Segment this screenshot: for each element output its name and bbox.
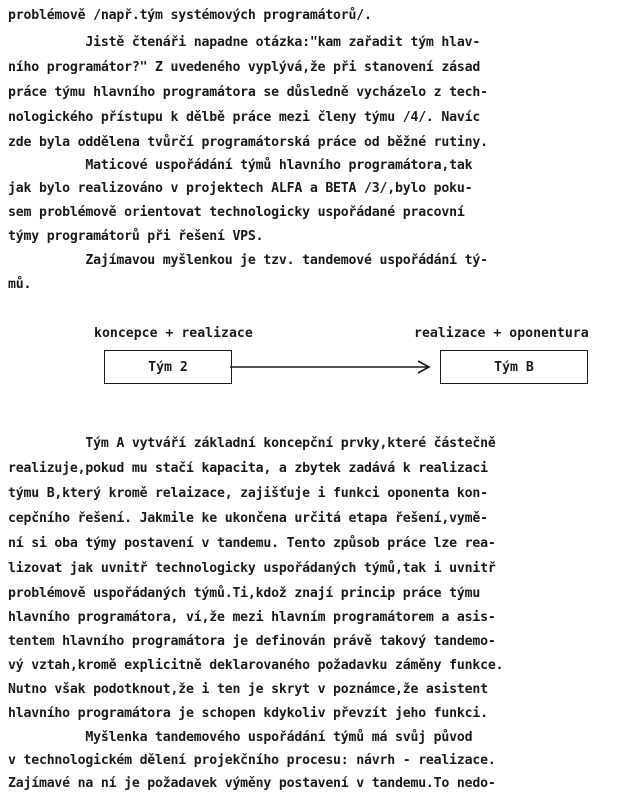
text-line: ního programátor?" Z uvedeného vyplývá,že při stanovení zásad (8, 60, 481, 75)
arrow-icon (230, 350, 440, 384)
text-line: problémově /např.tým systémových programátorů/. (8, 8, 372, 23)
text-line: Jistě čtenáři napadne otázka:"kam zařadit tým hlav- (8, 35, 481, 50)
text-line: týmu B,který kromě relaizace, zajišťuje i funkci oponenta kon- (8, 486, 488, 501)
right-team-label: realizace + oponentura (414, 326, 589, 341)
text-line: Maticové uspořádání týmů hlavního programátora,tak (8, 158, 473, 173)
tandem-diagram (0, 318, 635, 398)
text-line: lizovat jak uvnitř technologicky uspořádaných týmů,tak i uvnitř (8, 561, 496, 576)
text-line: zde byla oddělena tvůrčí programátorská práce od běžné rutiny. (8, 135, 488, 150)
text-line: mů. (8, 277, 32, 292)
left-team-label: koncepce + realizace (94, 326, 253, 341)
text-line: Tým A vytváří základní koncepční prvky,které částečně (8, 436, 496, 451)
text-line: Zajímavou myšlenkou je tzv. tandemové uspořádání tý- (8, 253, 488, 268)
text-line: sem problémově orientovat technologicky uspořádané pracovní (8, 205, 465, 220)
text-line: Nutno však podotknout,že i ten je skryt v poznámce,že asistent (8, 682, 488, 697)
text-line: realizuje,pokud mu stačí kapacita, a zbytek zadává k realizaci (8, 461, 488, 476)
text-line: týmy programátorů při řešení VPS. (8, 229, 264, 244)
text-line: problémově uspořádaných týmů.Ti,kdož znají princip práce týmu (8, 586, 481, 601)
team-box-right: Tým B (440, 350, 588, 384)
text-line: jak bylo realizováno v projektech ALFA a BETA /3/,bylo poku- (8, 181, 473, 196)
text-line: v technologickém dělení projekčního procesu: návrh - realizace. (8, 753, 496, 768)
text-line: Myšlenka tandemového uspořádání týmů má svůj původ (8, 730, 473, 745)
team-box-left: Tým 2 (104, 350, 232, 384)
text-line: cepčního řešení. Jakmile ke ukončena určitá etapa řešení,vymě- (8, 511, 488, 526)
text-line: Zajímavé na ní je požadavek výměny postavení v tandemu.To nedo- (8, 776, 496, 791)
text-line: hlavního programátora je schopen kdykoliv převzít jeho funkci. (8, 706, 488, 721)
text-line: práce týmu hlavního programátora se důsledně vycházelo z tech- (8, 85, 488, 100)
text-line: nologického přístupu k dělbě práce mezi členy týmu /4/. Navíc (8, 110, 481, 125)
text-line: hlavního programátora, ví,že mezi hlavním programátorem a asis- (8, 610, 496, 625)
text-line: tentem hlavního programátora je definován právě takový tandemo- (8, 634, 496, 649)
text-line: ní si oba týmy postavení v tandemu. Tento způsob práce lze rea- (8, 536, 496, 551)
text-line: vý vztah,kromě explicitně deklarovaného požadavku záměny funkce. (8, 658, 504, 673)
